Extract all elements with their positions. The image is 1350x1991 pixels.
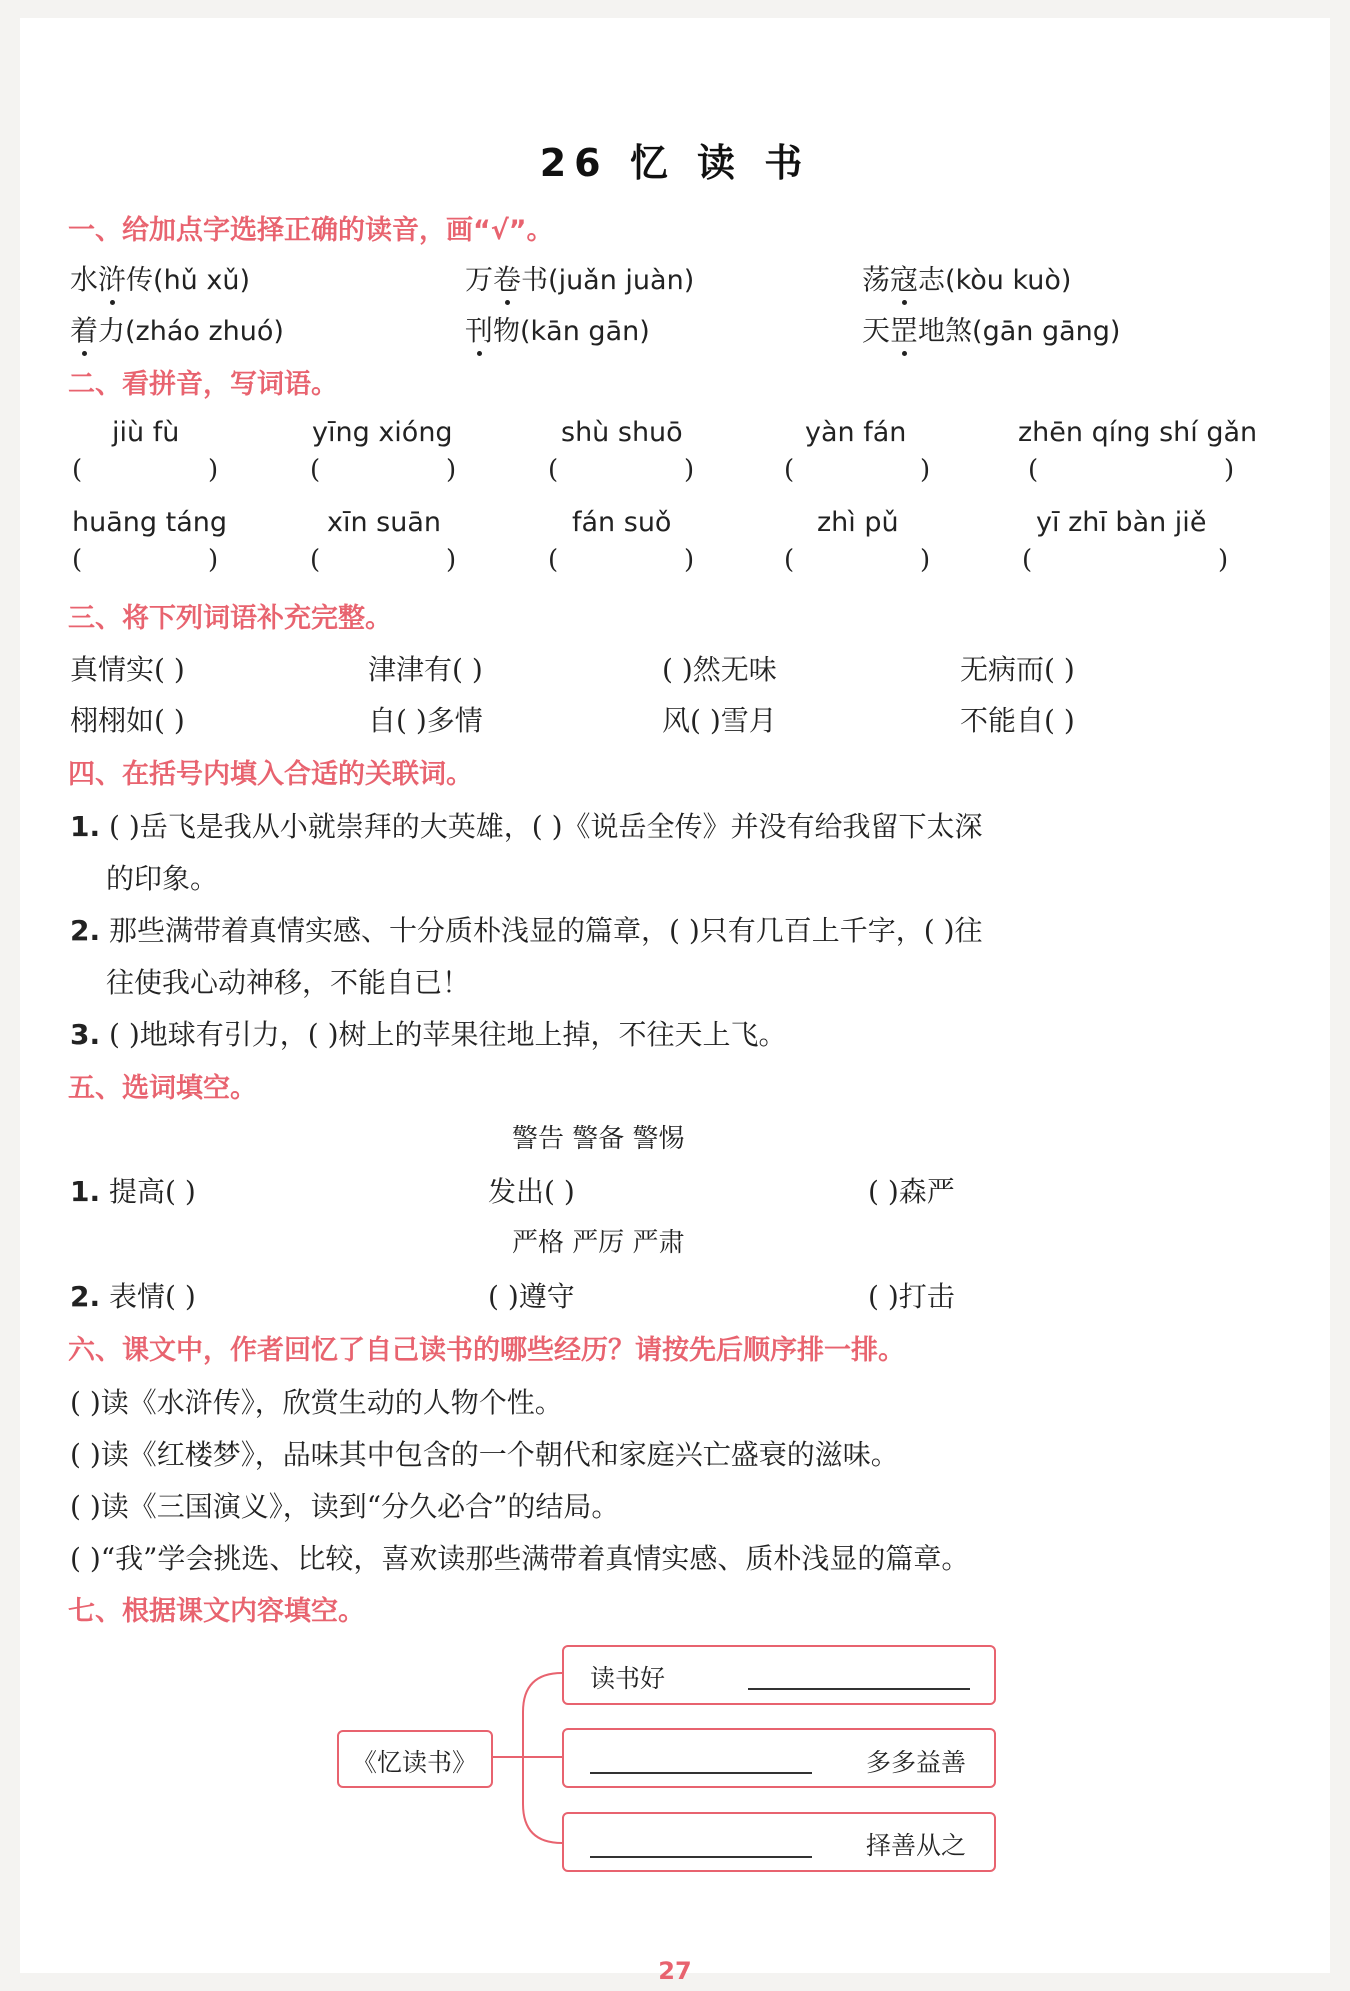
pinyin-10: yī zhī bàn jiě [1036, 507, 1207, 538]
answer-blank-close: ) [684, 455, 695, 485]
idiom-item-7: 风( )雪月 [662, 704, 777, 737]
s1-item-2: 万卷书(juǎn juàn) [465, 258, 694, 298]
pinyin-6: huāng táng [72, 507, 227, 538]
answer-blank-open[interactable]: ( [548, 455, 559, 485]
branch-3-label: 择善从之 [866, 1831, 967, 1860]
page-title: 26 忆 读 书 [539, 141, 811, 185]
order-item-2: ( )读《红楼梦》，品味其中包含的一个朝代和家庭兴亡盛衰的滋味。 [70, 1438, 899, 1471]
answer-blank-open[interactable]: ( [548, 545, 559, 575]
s5-q1-blank-c: ( )森严 [868, 1175, 955, 1208]
branch-2-label: 多多益善 [866, 1748, 967, 1777]
question-number: 1. [70, 1175, 101, 1208]
answer-blank-open[interactable]: ( [310, 545, 321, 575]
section-5-heading: 五、选词填空。 [68, 1073, 257, 1104]
s5-question-2: 2. 表情( ) [70, 1280, 196, 1313]
section-1-heading: 一、给加点字选择正确的读音，画“√”。 [68, 215, 554, 246]
answer-blank-close: ) [446, 455, 457, 485]
section-6-heading: 六、课文中，作者回忆了自己读书的哪些经历？请按先后顺序排一排。 [68, 1335, 905, 1366]
s1-item-1: 水浒传(hǔ xǔ) [70, 258, 250, 298]
idiom-item-8: 不能自( ) [960, 704, 1075, 737]
question-number: 1. [70, 810, 101, 843]
answer-blank-close: ) [446, 545, 457, 575]
section-2-heading: 二、看拼音，写词语。 [68, 369, 338, 400]
answer-blank-close: ) [920, 455, 931, 485]
answer-blank-close: ) [208, 545, 219, 575]
answer-blank-close: ) [920, 545, 931, 575]
order-item-4: ( )“我”学会挑选、比较，喜欢读那些满带着真情实感、质朴浅显的篇章。 [70, 1542, 970, 1575]
s1-item-6: 天罡地煞(gān gāng) [862, 309, 1120, 349]
pinyin-7: xīn suān [327, 507, 442, 538]
s4-question-2-cont: 往使我心动神移，不能自已！ [106, 966, 471, 999]
branch-1-answer-line[interactable] [748, 1688, 970, 1690]
answer-blank-open[interactable]: ( [72, 545, 83, 575]
order-item-1: ( )读《水浒传》，欣赏生动的人物个性。 [70, 1386, 563, 1419]
answer-blank-open[interactable]: ( [72, 455, 83, 485]
answer-blank-open[interactable]: ( [1022, 545, 1033, 575]
answer-blank-close: ) [1224, 455, 1235, 485]
answer-blank-close: ) [1218, 545, 1229, 575]
idiom-item-2: 津津有( ) [368, 653, 483, 686]
s5-q2-blank-b: ( )遵守 [488, 1280, 575, 1313]
pinyin-9: zhì pǔ [817, 507, 899, 538]
idiom-item-6: 自( )多情 [368, 704, 483, 737]
page-number: 27 [658, 1957, 692, 1985]
s5-question-1: 1. 提高( ) [70, 1175, 196, 1208]
pinyin-8: fán suǒ [572, 507, 672, 538]
answer-blank-open[interactable]: ( [784, 455, 795, 485]
s5-q1-blank-b: 发出( ) [488, 1175, 575, 1208]
section-4-heading: 四、在括号内填入合适的关联词。 [68, 759, 473, 790]
answer-blank-close: ) [684, 545, 695, 575]
idiom-item-4: 无病而( ) [960, 653, 1075, 686]
branch-3-answer-line[interactable] [590, 1856, 812, 1858]
pinyin-4: yàn fán [805, 417, 907, 448]
s1-item-5: 刊物(kān gān) [465, 309, 650, 349]
word-choices-1: 警告 警备 警惕 [512, 1124, 685, 1154]
branch-1-label: 读书好 [590, 1664, 666, 1693]
s4-question-2: 2. 那些满带着真情实感、十分质朴浅显的篇章，( )只有几百上千字，( )往 [70, 914, 983, 947]
s5-q2-blank-c: ( )打击 [868, 1280, 955, 1313]
question-number: 2. [70, 1280, 101, 1313]
s1-item-4: 着力(zháo zhuó) [70, 309, 284, 349]
question-number: 2. [70, 914, 101, 947]
s4-question-1: 1. ( )岳飞是我从小就崇拜的大英雄，( )《说岳全传》并没有给我留下太深 [70, 810, 983, 843]
s4-question-3: 3. ( )地球有引力，( )树上的苹果往地上掉，不往天上飞。 [70, 1018, 787, 1051]
s1-item-3: 荡寇志(kòu kuò) [862, 258, 1071, 298]
section-7-heading: 七、根据课文内容填空。 [68, 1596, 365, 1627]
s4-question-1-cont: 的印象。 [106, 862, 219, 895]
word-choices-2: 严格 严厉 严肃 [512, 1228, 685, 1258]
order-item-3: ( )读《三国演义》，读到“分久必合”的结局。 [70, 1490, 620, 1523]
question-number: 3. [70, 1018, 101, 1051]
answer-blank-open[interactable]: ( [784, 545, 795, 575]
section-3-heading: 三、将下列词语补充完整。 [68, 603, 392, 634]
mindmap-root-label: 《忆读书》 [352, 1748, 478, 1777]
pinyin-5: zhēn qíng shí gǎn [1018, 417, 1258, 448]
pinyin-2: yīng xióng [312, 417, 453, 448]
branch-2-answer-line[interactable] [590, 1772, 812, 1774]
idiom-item-3: ( )然无味 [662, 653, 777, 686]
answer-blank-open[interactable]: ( [310, 455, 321, 485]
idiom-item-5: 栩栩如( ) [70, 704, 185, 737]
pinyin-3: shù shuō [561, 417, 683, 448]
idiom-item-1: 真情实( ) [70, 653, 185, 686]
pinyin-1: jiù fù [112, 417, 180, 448]
answer-blank-close: ) [208, 455, 219, 485]
answer-blank-open[interactable]: ( [1028, 455, 1039, 485]
